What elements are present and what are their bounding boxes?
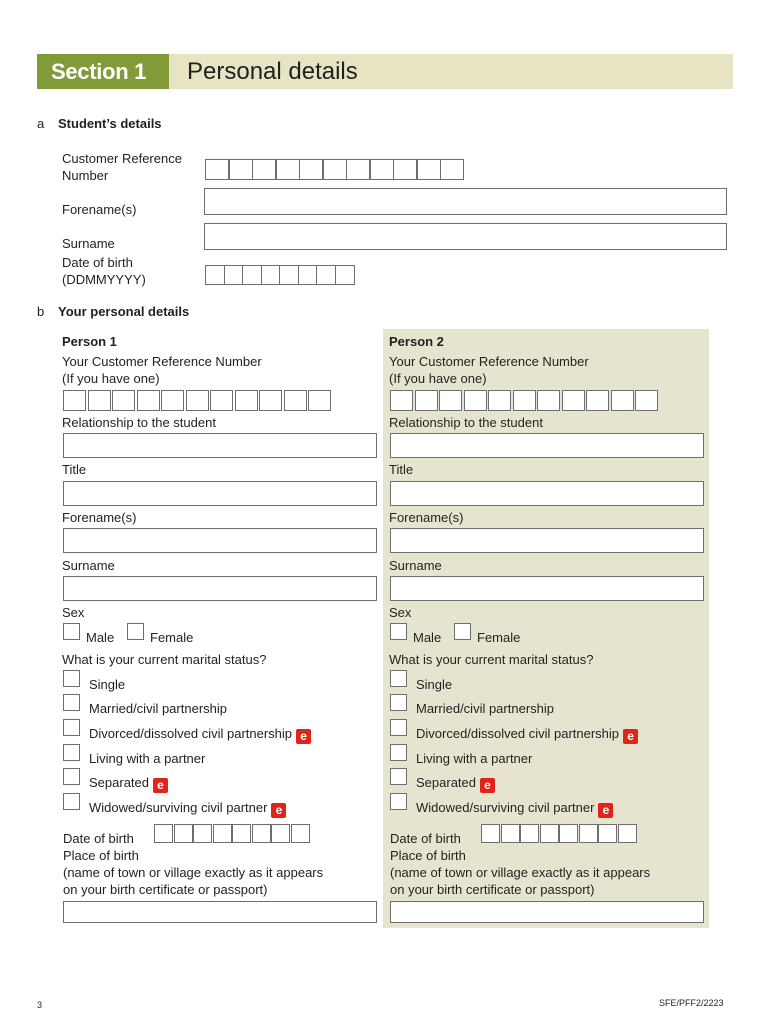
person-1-male-checkbox[interactable] [63,623,80,640]
digit-box[interactable] [579,824,598,843]
student-dob-input[interactable] [205,265,355,285]
person-2-pob-hint-2: on your birth certificate or passport) [390,882,595,897]
section-number-tag: Section 1 [37,54,169,89]
person-1-crn-hint: (If you have one) [62,371,160,386]
person-1-surname-input[interactable] [63,576,377,601]
digit-box[interactable] [291,824,310,843]
digit-box[interactable] [346,159,370,180]
person-2-title: Person 2 [389,334,444,349]
person-2-relationship-label: Relationship to the student [389,415,543,430]
digit-box[interactable] [513,390,536,411]
person-1-pob-hint-2: on your birth certificate or passport) [63,882,268,897]
person-2-male-checkbox[interactable] [390,623,407,640]
digit-box[interactable] [562,390,585,411]
digit-box[interactable] [210,390,233,411]
digit-box[interactable] [279,265,299,285]
digit-box[interactable] [520,824,539,843]
digit-box[interactable] [252,824,271,843]
digit-box[interactable] [323,159,347,180]
marital-option-label: Widowed/surviving civil partner [416,800,595,815]
digit-box[interactable] [112,390,135,411]
subsection-b-letter: b [37,304,45,319]
digit-box[interactable] [193,824,212,843]
digit-box[interactable] [370,159,394,180]
evidence-required-icon: e [480,778,495,793]
digit-box[interactable] [271,824,290,843]
person-2-marital-checkbox[interactable] [390,744,407,761]
person-1-marital-checkbox[interactable] [63,768,80,785]
person-2-crn-label: Your Customer Reference Number [389,354,589,369]
person-1-relationship-label: Relationship to the student [62,415,216,430]
person-2-pob-label: Place of birth [390,848,466,863]
digit-box[interactable] [390,390,413,411]
person-1-marital-checkbox[interactable] [63,719,80,736]
digit-box[interactable] [186,390,209,411]
digit-box[interactable] [316,265,336,285]
person-2-female-label: Female [477,630,521,645]
marital-option-label: Widowed/surviving civil partner [89,800,268,815]
digit-box[interactable] [161,390,184,411]
person-1-marital-checkbox[interactable] [63,744,80,761]
person-2-marital-checkbox[interactable] [390,793,407,810]
person-2-dob-input[interactable] [481,824,637,843]
digit-box[interactable] [540,824,559,843]
evidence-required-icon: e [296,729,311,744]
person-2-surname-label: Surname [389,558,442,573]
person-2-marital-option [416,700,554,717]
person-2-marital-option [416,774,495,793]
subsection-a-heading: Student’s details [58,116,162,131]
person-2-crn-hint: (If you have one) [389,371,487,386]
digit-box[interactable] [242,265,262,285]
person-1-relationship-input[interactable] [63,433,377,458]
digit-box[interactable] [88,390,111,411]
person-1-female-checkbox[interactable] [127,623,144,640]
person-2-marital-option [416,725,638,744]
marital-option-label: Married/civil partnership [416,701,554,716]
person-2-marital-option [416,676,452,693]
person-1-marital-checkbox[interactable] [63,793,80,810]
person-2-sex-label: Sex [389,605,412,620]
person-1-title: Person 1 [62,334,117,349]
evidence-required-icon: e [623,729,638,744]
person-1-pob-input[interactable] [63,901,377,923]
digit-box[interactable] [299,159,323,180]
student-crn-input[interactable] [205,159,464,180]
digit-box[interactable] [417,159,441,180]
person-1-marital-checkbox[interactable] [63,694,80,711]
subsection-b-heading: Your personal details [58,304,190,319]
digit-box[interactable] [298,265,318,285]
subsection-a-letter: a [37,116,45,131]
person-2-relationship-input[interactable] [390,433,704,458]
student-dob-label-line1: Date of birth [62,255,133,270]
person-2-dob-label: Date of birth [390,831,461,846]
section-title: Personal details [187,58,358,85]
digit-box[interactable] [276,159,300,180]
marital-option-label: Single [416,677,453,692]
digit-box[interactable] [559,824,578,843]
student-dob-label-line2: (DDMMYYYY) [62,272,146,287]
digit-box[interactable] [598,824,617,843]
person-1-sex-label: Sex [62,605,85,620]
person-1-marital-option [89,725,311,744]
digit-box[interactable] [586,390,609,411]
digit-box[interactable] [501,824,520,843]
person-2-crn-input[interactable] [390,390,658,411]
person-2-pob-hint-1: (name of town or village exactly as it appears [390,865,651,880]
person-2-marital-checkbox[interactable] [390,768,407,785]
marital-option-label: Separated [416,775,476,790]
person-2-male-label: Male [413,630,442,645]
digit-box[interactable] [618,824,637,843]
person-2-female-checkbox[interactable] [454,623,471,640]
digit-box[interactable] [63,390,86,411]
digit-box[interactable] [252,159,276,180]
person-1-marital-option [89,676,125,693]
marital-option-label: Living with a partner [89,751,206,766]
page-number: 3 [37,1000,43,1010]
evidence-required-icon: e [271,803,286,818]
person-1-marital-option [89,799,286,818]
digit-box[interactable] [232,824,251,843]
person-1-pob-hint-1: (name of town or village exactly as it appears [63,865,324,880]
person-1-surname-label: Surname [62,558,115,573]
digit-box[interactable] [464,390,487,411]
person-1-title-label: Title [62,462,87,477]
student-surname-label: Surname [62,236,115,251]
person-1-marital-option [89,750,205,767]
digit-box[interactable] [259,390,282,411]
person-2-title-label: Title [389,462,414,477]
digit-box[interactable] [213,824,232,843]
person-2-forenames-input[interactable] [390,528,704,553]
digit-box[interactable] [611,390,634,411]
digit-box[interactable] [154,824,173,843]
digit-box[interactable] [537,390,560,411]
person-1-title-input[interactable] [63,481,377,506]
person-1-marital-question: What is your current marital status? [62,652,267,667]
person-2-marital-option [416,799,613,818]
digit-box[interactable] [137,390,160,411]
student-crn-label-line1: Customer Reference [62,151,182,166]
digit-box[interactable] [205,265,225,285]
student-crn-label-line2: Number [62,168,109,183]
evidence-required-icon: e [153,778,168,793]
student-forenames-input[interactable] [204,188,727,215]
digit-box[interactable] [261,265,281,285]
digit-box[interactable] [335,265,355,285]
marital-option-label: Living with a partner [416,751,533,766]
digit-box[interactable] [308,390,331,411]
person-1-marital-option [89,774,168,793]
person-2-pob-input[interactable] [390,901,704,923]
person-2-title-input[interactable] [390,481,704,506]
marital-option-label: Separated [89,775,149,790]
digit-box[interactable] [488,390,511,411]
person-1-male-label: Male [86,630,115,645]
person-1-marital-option [89,700,227,717]
digit-box[interactable] [224,265,244,285]
digit-box[interactable] [415,390,438,411]
person-2-marital-checkbox[interactable] [390,670,407,687]
digit-box[interactable] [440,159,464,180]
person-1-forenames-label: Forename(s) [62,510,137,525]
person-1-dob-label: Date of birth [63,831,134,846]
person-2-marital-checkbox[interactable] [390,694,407,711]
marital-option-label: Married/civil partnership [89,701,227,716]
digit-box[interactable] [439,390,462,411]
person-1-dob-input[interactable] [154,824,310,843]
person-2-marital-checkbox[interactable] [390,719,407,736]
marital-option-label: Single [89,677,126,692]
digit-box[interactable] [393,159,417,180]
person-1-female-label: Female [150,630,194,645]
student-surname-input[interactable] [204,223,727,250]
person-1-pob-label: Place of birth [63,848,139,863]
digit-box[interactable] [235,390,258,411]
person-2-marital-question: What is your current marital status? [389,652,594,667]
person-1-crn-input[interactable] [63,390,331,411]
student-forenames-label: Forename(s) [62,202,137,217]
person-2-surname-input[interactable] [390,576,704,601]
person-2-forenames-label: Forename(s) [389,510,464,525]
digit-box[interactable] [481,824,500,843]
person-1-forenames-input[interactable] [63,528,377,553]
digit-box[interactable] [229,159,253,180]
form-code: SFE/PFF2/2223 [659,998,724,1008]
person-1-crn-label: Your Customer Reference Number [62,354,262,369]
digit-box[interactable] [205,159,229,180]
person-1-marital-checkbox[interactable] [63,670,80,687]
digit-box[interactable] [284,390,307,411]
evidence-required-icon: e [598,803,613,818]
person-2-marital-option [416,750,532,767]
digit-box[interactable] [174,824,193,843]
marital-option-label: Divorced/dissolved civil partnership [89,726,293,741]
digit-box[interactable] [635,390,658,411]
marital-option-label: Divorced/dissolved civil partnership [416,726,620,741]
